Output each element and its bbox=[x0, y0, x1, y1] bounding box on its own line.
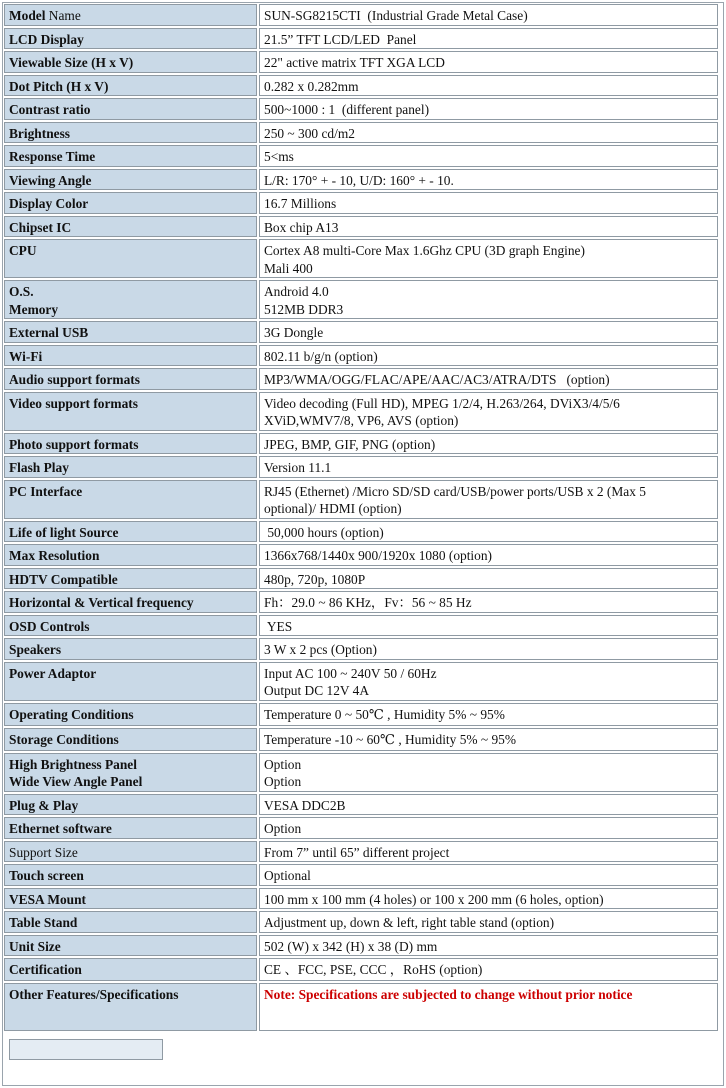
spec-value: Optional bbox=[264, 868, 311, 883]
spec-label-cell bbox=[4, 75, 257, 97]
spec-value: 0.282 x 0.282mm bbox=[264, 78, 359, 94]
spec-value-cell bbox=[259, 392, 718, 431]
spec-row bbox=[4, 911, 718, 933]
spec-label-cell bbox=[4, 122, 257, 144]
spec-label-cell bbox=[4, 433, 257, 455]
spec-label: Operating Conditions bbox=[9, 706, 134, 722]
spec-label-cell bbox=[4, 216, 257, 238]
spec-value: 3 W x 2 pcs (Option) bbox=[264, 642, 377, 657]
spec-value: Option bbox=[264, 821, 302, 836]
spec-label-cell bbox=[4, 392, 257, 431]
spec-label-cell bbox=[4, 51, 257, 73]
spec-value: Cortex A8 multi-Core Max 1.6Ghz CPU (3D graph Engine) bbox=[264, 243, 585, 258]
spec-value-cell bbox=[259, 216, 718, 238]
spec-label: Contrast ratio bbox=[9, 102, 91, 117]
spec-label: Max Resolution bbox=[9, 548, 100, 563]
spec-value-cell bbox=[259, 145, 718, 167]
spec-value: 480p, 720p, 1080P bbox=[264, 571, 366, 587]
spec-label-line2: Wide View Angle Panel bbox=[9, 774, 143, 789]
spec-value: 512MB DDR3 bbox=[264, 301, 344, 317]
spec-value-cell bbox=[259, 122, 718, 144]
spec-value-cell bbox=[259, 615, 718, 637]
spec-value-cell bbox=[259, 638, 718, 660]
spec-value: 22" active matrix TFT XGA LCD bbox=[264, 55, 445, 70]
spec-label: Flash Play bbox=[9, 460, 69, 475]
spec-value: Mali 400 bbox=[264, 260, 313, 276]
spec-value-cell bbox=[259, 591, 718, 613]
spec-value: Fh：29.0 ~ 86 KHz，Fv：56 ~ 85 Hz bbox=[264, 595, 472, 610]
spec-label: HDTV Compatible bbox=[9, 571, 118, 587]
spec-label: High Brightness Panel bbox=[9, 756, 137, 772]
spec-row bbox=[4, 568, 718, 590]
spec-value: optional)/ HDMI (option) bbox=[264, 501, 402, 516]
spec-row bbox=[4, 753, 718, 792]
spec-value-cell bbox=[259, 935, 718, 957]
spec-label-cell bbox=[4, 935, 257, 957]
spec-label: Speakers bbox=[9, 642, 62, 657]
spec-value: Version 11.1 bbox=[264, 460, 332, 475]
spec-row bbox=[4, 638, 718, 660]
spec-value: 16.7 Millions bbox=[264, 196, 337, 211]
spec-row bbox=[4, 703, 718, 726]
spec-label-cell bbox=[4, 239, 257, 278]
spec-value: 250 ~ 300 cd/m2 bbox=[264, 125, 355, 141]
spec-label-cell bbox=[4, 98, 257, 120]
spec-label: Audio support formats bbox=[9, 372, 140, 387]
spec-label-cell bbox=[4, 864, 257, 886]
spec-value-cell bbox=[259, 345, 718, 367]
spec-value: SUN-SG8215CTI (Industrial Grade Metal Case) bbox=[264, 8, 528, 23]
spec-value: From 7” until 65” different project bbox=[264, 844, 450, 860]
spec-value: L/R: 170° + - 10, U/D: 160° + - 10. bbox=[264, 172, 454, 188]
spec-value-cell bbox=[259, 521, 718, 543]
spec-label-cell bbox=[4, 568, 257, 590]
spec-row bbox=[4, 4, 718, 26]
spec-label: Wi-Fi bbox=[9, 348, 43, 364]
spec-value-cell bbox=[259, 368, 718, 390]
spec-value: 50,000 hours (option) bbox=[264, 524, 384, 540]
spec-value-cell bbox=[259, 239, 718, 278]
spec-label-cell bbox=[4, 753, 257, 792]
spec-row bbox=[4, 75, 718, 97]
spec-value-cell bbox=[259, 703, 718, 726]
spec-value: Android 4.0 bbox=[264, 284, 329, 299]
disclaimer-note: Note: Specifications are subjected to change without prior notice bbox=[264, 987, 633, 1002]
spec-label-cell bbox=[4, 456, 257, 478]
spec-label: Touch screen bbox=[9, 868, 84, 883]
spec-label-suffix: Name bbox=[45, 8, 81, 23]
spec-row bbox=[4, 239, 718, 278]
spec-value-cell bbox=[259, 817, 718, 839]
spec-label-cell bbox=[4, 345, 257, 367]
spec-value-cell bbox=[259, 958, 718, 981]
spec-label: Storage Conditions bbox=[9, 731, 119, 747]
spec-row bbox=[4, 888, 718, 910]
spec-value-cell bbox=[259, 280, 718, 319]
spec-row bbox=[4, 280, 718, 319]
spec-value: Input AC 100 ~ 240V 50 / 60Hz bbox=[264, 665, 437, 681]
spec-row bbox=[4, 392, 718, 431]
spec-label-cell bbox=[4, 794, 257, 816]
spec-label: Horizontal & Vertical frequency bbox=[9, 595, 194, 610]
spec-label-cell bbox=[4, 192, 257, 214]
spec-row bbox=[4, 456, 718, 478]
spec-label: Plug & Play bbox=[9, 797, 79, 813]
spec-row bbox=[4, 169, 718, 191]
spec-row bbox=[4, 958, 718, 981]
spec-value-cell bbox=[259, 4, 718, 26]
spec-label: Video support formats bbox=[9, 395, 138, 411]
spec-label-cell bbox=[4, 321, 257, 343]
spec-label-cell bbox=[4, 169, 257, 191]
spec-value: 5<ms bbox=[264, 149, 294, 164]
spec-label: External USB bbox=[9, 325, 89, 340]
spec-value: 100 mm x 100 mm (4 holes) or 100 x 200 mm (6 holes, option) bbox=[264, 891, 604, 907]
spec-value: Box chip A13 bbox=[264, 219, 339, 235]
spec-label: Display Color bbox=[9, 196, 89, 211]
spec-label-cell bbox=[4, 521, 257, 543]
spec-label: VESA Mount bbox=[9, 891, 87, 907]
spec-label: OSD Controls bbox=[9, 618, 90, 634]
spec-label-cell bbox=[4, 145, 257, 167]
spec-label: Power Adaptor bbox=[9, 665, 97, 681]
spec-row bbox=[4, 122, 718, 144]
spec-value: Adjustment up, down & left, right table stand (option) bbox=[264, 915, 555, 930]
spec-row bbox=[4, 728, 718, 751]
spec-label: PC Interface bbox=[9, 483, 83, 499]
spec-row bbox=[4, 794, 718, 816]
spec-label: Model bbox=[9, 8, 46, 23]
spec-value: VESA DDC2B bbox=[264, 797, 346, 813]
spec-row-other-features bbox=[4, 983, 718, 1031]
spec-value: RJ45 (Ethernet) /Micro SD/SD card/USB/power ports/USB x 2 (Max 5 bbox=[264, 483, 646, 499]
spec-label: Brightness bbox=[9, 125, 71, 141]
spec-value-cell bbox=[259, 75, 718, 97]
spec-value-cell bbox=[259, 568, 718, 590]
spec-row bbox=[4, 841, 718, 863]
spec-value-cell bbox=[259, 51, 718, 73]
spec-row bbox=[4, 345, 718, 367]
spec-row bbox=[4, 864, 718, 886]
spec-label-cell bbox=[4, 480, 257, 519]
spec-value-cell bbox=[259, 911, 718, 933]
spec-value-cell bbox=[259, 433, 718, 455]
spec-value-cell bbox=[259, 192, 718, 214]
spec-value: JPEG, BMP, GIF, PNG (option) bbox=[264, 436, 436, 452]
spec-value: Option bbox=[264, 756, 302, 772]
spec-row bbox=[4, 321, 718, 343]
spec-label-cell bbox=[4, 728, 257, 751]
spec-value: Video decoding (Full HD), MPEG 1/2/4, H.263/264, DViX3/4/5/6 bbox=[264, 395, 620, 411]
spec-value-cell bbox=[259, 169, 718, 191]
spec-label: Dot Pitch (H x V) bbox=[9, 78, 109, 94]
spec-row bbox=[4, 591, 718, 613]
spec-row bbox=[4, 521, 718, 543]
spec-value-cell bbox=[259, 728, 718, 751]
spec-value-cell bbox=[259, 753, 718, 792]
spec-label: Viewable Size (H x V) bbox=[9, 55, 134, 70]
empty-inner-cell bbox=[9, 1039, 163, 1060]
spec-label-cell bbox=[4, 888, 257, 910]
spec-label-cell bbox=[4, 4, 257, 26]
spec-row bbox=[4, 544, 718, 566]
spec-label-cell bbox=[4, 817, 257, 839]
spec-row bbox=[4, 935, 718, 957]
spec-label: Chipset IC bbox=[9, 219, 72, 235]
spec-value: 502 (W) x 342 (H) x 38 (D) mm bbox=[264, 938, 438, 954]
spec-value: MP3/WMA/OGG/FLAC/APE/AAC/AC3/ATRA/DTS (option) bbox=[264, 372, 610, 387]
spec-value: Option bbox=[264, 774, 302, 789]
spec-value-cell bbox=[259, 794, 718, 816]
spec-value: 21.5” TFT LCD/LED Panel bbox=[264, 31, 417, 47]
spec-value-cell bbox=[259, 544, 718, 566]
spec-label-cell bbox=[4, 615, 257, 637]
spec-table bbox=[2, 2, 720, 1033]
spec-value-cell bbox=[259, 98, 718, 120]
spec-label: Life of light Source bbox=[9, 524, 119, 540]
spec-row bbox=[4, 51, 718, 73]
spec-label: CPU bbox=[9, 243, 37, 258]
spec-value: Temperature -10 ~ 60℃ , Humidity 5% ~ 95% bbox=[264, 731, 517, 747]
spec-row bbox=[4, 145, 718, 167]
spec-value-cell bbox=[259, 456, 718, 478]
spec-row bbox=[4, 368, 718, 390]
spec-row bbox=[4, 433, 718, 455]
spec-value-cell bbox=[259, 841, 718, 863]
spec-label: Support Size bbox=[9, 844, 78, 860]
spec-table-body bbox=[4, 4, 718, 1031]
spec-row bbox=[4, 817, 718, 839]
spec-row bbox=[4, 615, 718, 637]
spec-label-cell bbox=[4, 28, 257, 50]
spec-label-cell bbox=[4, 911, 257, 933]
spec-row bbox=[4, 28, 718, 50]
spec-label: Ethernet software bbox=[9, 821, 112, 836]
spec-label-cell bbox=[4, 958, 257, 981]
spec-label-cell bbox=[4, 544, 257, 566]
spec-label: Certification bbox=[9, 962, 82, 977]
spec-value: 802.11 b/g/n (option) bbox=[264, 348, 378, 364]
spec-value: Output DC 12V 4A bbox=[264, 683, 370, 698]
spec-label: Photo support formats bbox=[9, 436, 139, 452]
spec-label-cell bbox=[4, 638, 257, 660]
spec-label-cell bbox=[4, 841, 257, 863]
spec-value: 3G Dongle bbox=[264, 325, 324, 340]
spec-row bbox=[4, 662, 718, 701]
spec-value: XViD,WMV7/8, VP6, AVS (option) bbox=[264, 413, 459, 428]
spec-label-cell bbox=[4, 368, 257, 390]
spec-label: LCD Display bbox=[9, 31, 84, 47]
spec-label: Response Time bbox=[9, 149, 96, 164]
spec-value-cell bbox=[259, 321, 718, 343]
spec-label: Viewing Angle bbox=[9, 172, 92, 188]
spec-value-cell bbox=[259, 28, 718, 50]
spec-label-cell bbox=[4, 983, 257, 1031]
spec-label-cell bbox=[4, 280, 257, 319]
spec-row bbox=[4, 192, 718, 214]
spec-value-cell bbox=[259, 864, 718, 886]
spec-value-cell bbox=[259, 480, 718, 519]
spec-label: Unit Size bbox=[9, 938, 61, 954]
spec-value-cell bbox=[259, 662, 718, 701]
spec-label: Other Features/Specifications bbox=[9, 987, 179, 1002]
spec-value-cell bbox=[259, 888, 718, 910]
spec-label-line2: Memory bbox=[9, 301, 59, 317]
spec-label-cell bbox=[4, 703, 257, 726]
spec-label: O.S. bbox=[9, 284, 34, 299]
spec-value: 1366x768/1440x 900/1920x 1080 (option) bbox=[264, 548, 493, 563]
spec-label-cell bbox=[4, 591, 257, 613]
spec-value: 500~1000 : 1 (different panel) bbox=[264, 102, 430, 117]
spec-row bbox=[4, 98, 718, 120]
spec-row bbox=[4, 216, 718, 238]
spec-row bbox=[4, 480, 718, 519]
spec-value-cell bbox=[259, 983, 718, 1031]
spec-label-cell bbox=[4, 662, 257, 701]
spec-label: Table Stand bbox=[9, 915, 78, 930]
spec-value: Temperature 0 ~ 50℃ , Humidity 5% ~ 95% bbox=[264, 706, 505, 722]
spec-value: YES bbox=[264, 618, 293, 634]
spec-value: CE 、FCC, PSE, CCC ，RoHS (option) bbox=[264, 962, 483, 977]
